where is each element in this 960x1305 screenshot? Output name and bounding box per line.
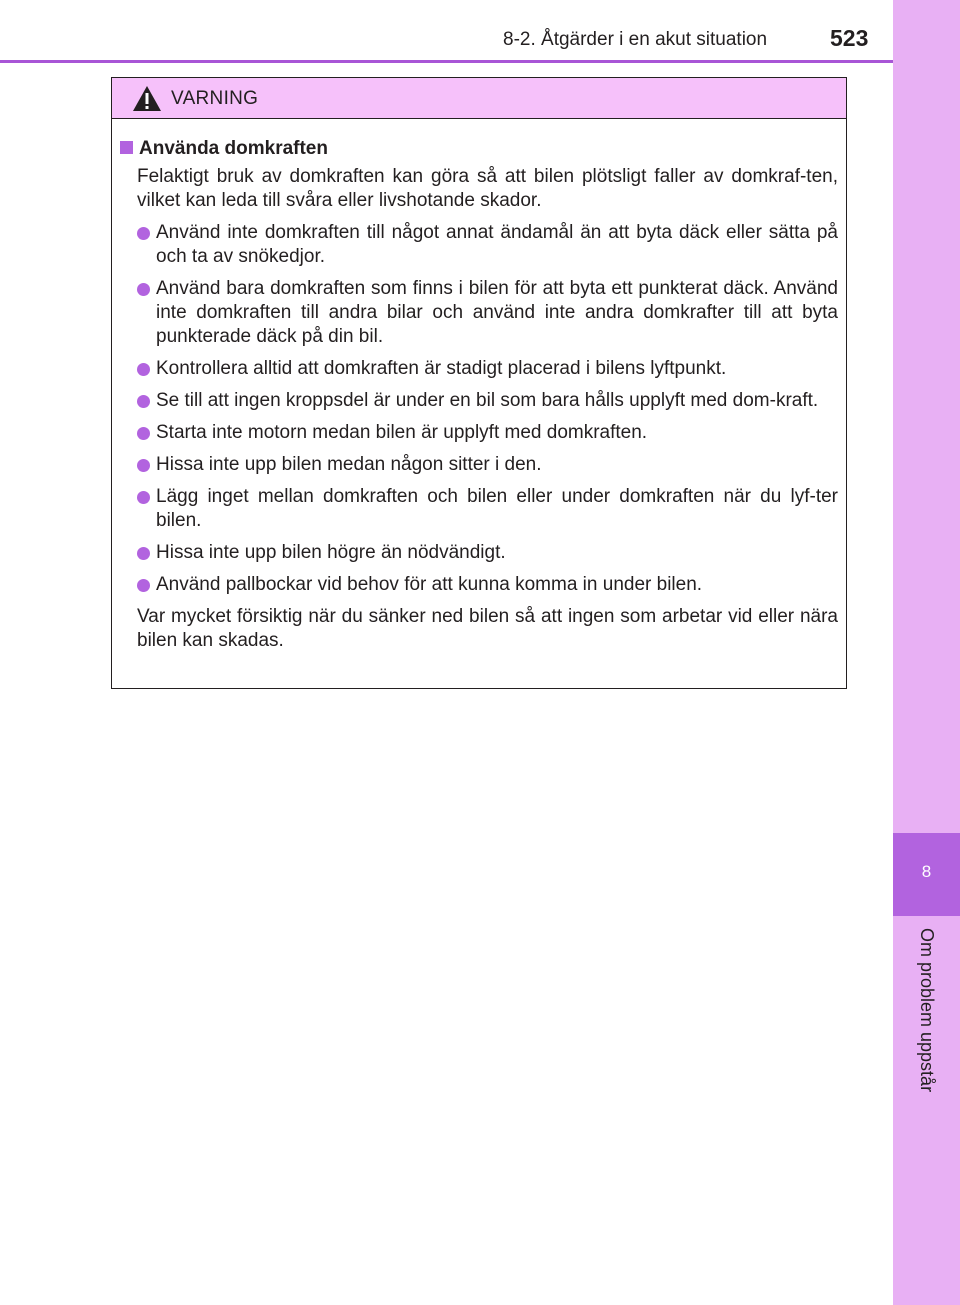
bullet-text: Lägg inget mellan domkraften och bilen eller under domkraften när du lyf-ter bilen. <box>156 486 838 531</box>
warning-triangle-icon <box>132 85 162 112</box>
list-item <box>120 541 838 565</box>
list-item <box>120 453 838 477</box>
subheading-text: Använda domkraften <box>139 138 328 159</box>
bullet-text: Starta inte motorn medan bilen är upplyft med domkraften. <box>156 422 648 443</box>
intro-paragraph: Felaktigt bruk av domkraften kan göra så att bilen plötsligt faller av domkraf-ten, vilket kan leda till svåra eller livshotande skador. <box>137 166 838 211</box>
bullet-text: Hissa inte upp bilen högre än nödvändigt. <box>156 542 506 563</box>
warning-body <box>112 119 846 653</box>
square-bullet-icon <box>120 141 133 154</box>
bullet-dot-icon <box>137 427 150 440</box>
list-item <box>120 421 838 445</box>
bullet-list <box>120 221 838 597</box>
bullet-text: Använd inte domkraften till något annat ändamål än att byta däck eller sätta på och ta av snökedjor. <box>156 222 838 267</box>
list-item <box>120 277 838 349</box>
chapter-number: 8 <box>921 862 932 881</box>
chapter-tab[interactable] <box>893 833 960 916</box>
bullet-dot-icon <box>137 547 150 560</box>
bullet-dot-icon <box>137 579 150 592</box>
bullet-dot-icon <box>137 491 150 504</box>
section-title: 8-2. Åtgärder i en akut situation <box>503 29 768 50</box>
warning-header <box>112 78 846 119</box>
bullet-text: Kontrollera alltid att domkraften är stadigt placerad i bilens lyftpunkt. <box>156 358 727 379</box>
warning-box <box>111 77 847 689</box>
bullet-dot-icon <box>137 227 150 240</box>
list-item <box>120 389 838 413</box>
header-rule <box>0 60 893 63</box>
bullet-text: Använd pallbockar vid behov för att kunna komma in under bilen. <box>156 574 703 595</box>
side-tab-strip <box>893 0 960 1305</box>
subheading <box>120 137 838 161</box>
bullet-text: Hissa inte upp bilen medan någon sitter i den. <box>156 454 542 475</box>
bullet-text: Se till att ingen kroppsdel är under en bil som bara hålls upplyft med dom-kraft. <box>156 390 819 411</box>
page-number: 523 <box>830 25 869 51</box>
list-item <box>120 357 838 381</box>
warning-label: VARNING <box>171 88 259 109</box>
bullet-dot-icon <box>137 363 150 376</box>
list-item <box>120 221 838 269</box>
list-item <box>120 573 838 597</box>
list-item <box>120 485 838 533</box>
chapter-title: Om problem uppstår <box>917 928 937 1093</box>
closing-paragraph: Var mycket försiktig när du sänker ned bilen så att ingen som arbetar vid eller nära bilen kan skadas. <box>137 606 838 651</box>
bullet-text: Använd bara domkraften som finns i bilen för att byta ett punkterat däck. Använd inte domkraften till andra bilar och använd inte andra domkrafter till att byta punkterade däck på din bil. <box>156 278 838 347</box>
bullet-dot-icon <box>137 283 150 296</box>
bullet-dot-icon <box>137 459 150 472</box>
bullet-dot-icon <box>137 395 150 408</box>
